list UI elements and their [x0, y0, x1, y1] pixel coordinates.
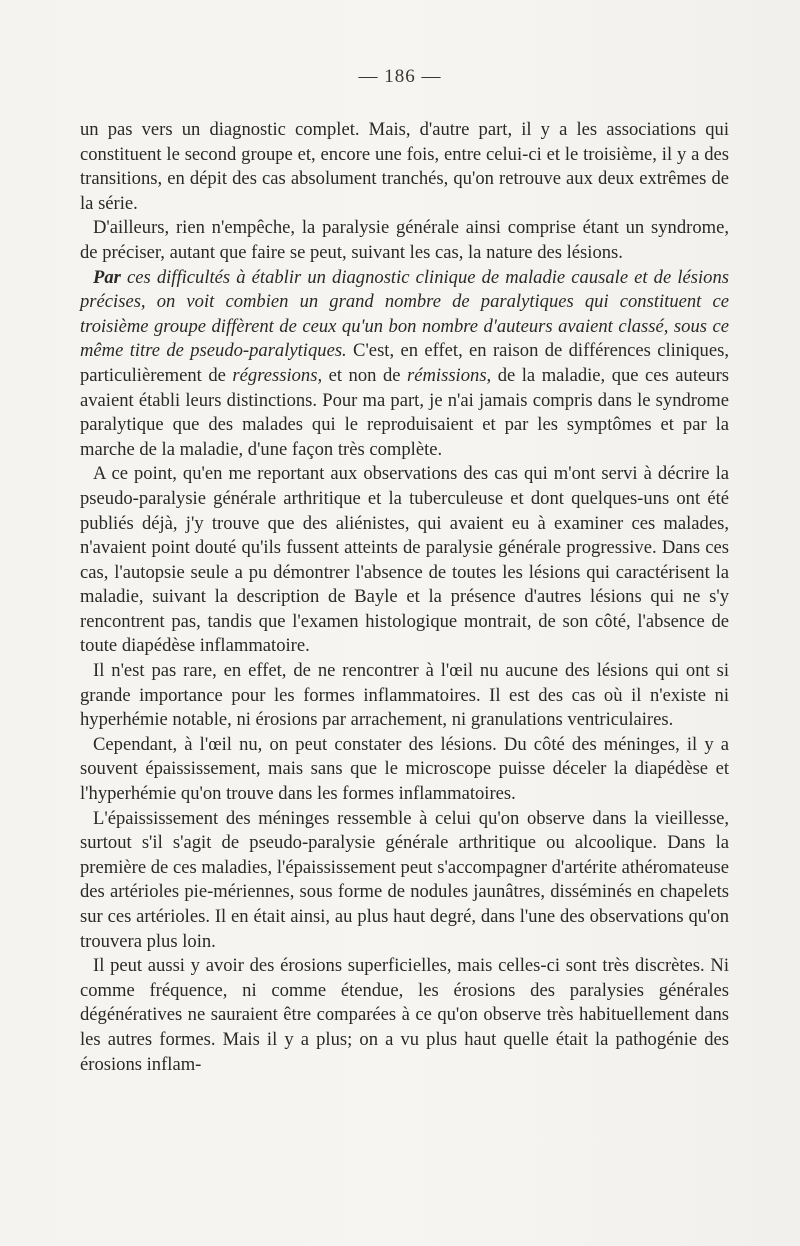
paragraph-text: de la maladie, que ces auteurs avaient établi leurs distinctions. Pour ma part, je n'ai jamais compris dans le syndrome paralytique que des malades qui le reproduisaient et par les symptômes et par la marche de la maladie, d'une façon très complète.	[80, 364, 729, 460]
paragraph-text: Il peut aussi y avoir des érosions superficielles, mais celles-ci sont très discrètes. Ni comme fréquence, ni comme étendue, les érosions des paralysies générales dégénératives ne sauraient être comparées à ce qu'on observe très habituellement dans les autres formes. Mais il y a plus; on a vu plus haut quelle était la pathogénie des érosions inflam-	[80, 955, 729, 1075]
paragraph-text: A ce point, qu'en me reportant aux observations des cas qui m'ont servi à décrire la pseudo-paralysie générale arthritique et la tuberculeuse et dont quelques-uns ont été publiés déjà, j'y trouve que des aliénistes, qui avaient eu à examiner ces malades, n'avaient point douté qu'ils fussent atteints de paralysie générale progressive. Dans ces cas, l'autopsie seule a pu démontrer l'absence de toutes les lésions qui caractérisent la maladie, suivant la description de Bayle et la présence d'autres lésions qui ne s'y rencontrent pas, tandis que l'examen histologique montrait, de son côté, l'absence de toute diapédèse inflammatoire.	[80, 463, 729, 657]
paragraph-6	[80, 733, 729, 807]
paragraph-text: Il n'est pas rare, en effet, de ne rencontrer à l'œil nu aucune des lésions qui ont si grande importance pour les formes inflammatoires. Il est des cas où il n'existe ni hyperhémie notable, ni érosions par arrachement, ni granulations ventriculaires.	[80, 660, 729, 731]
paragraph-4	[80, 462, 729, 659]
paragraph-2	[80, 216, 729, 265]
paragraph-1	[80, 118, 729, 216]
body-text	[80, 118, 729, 1077]
paragraph-text: et non de	[322, 364, 407, 386]
italic-lead-word: Par	[93, 266, 121, 288]
paragraph-text: Cependant, à l'œil nu, on peut constater des lésions. Du côté des méninges, il y a souvent épaississement, mais sans que le microscope puisse déceler la diapédèse et l'hyperhémie qu'on trouve dans les formes inflammatoires.	[80, 733, 729, 805]
paragraph-3	[80, 266, 729, 463]
paragraph-8	[80, 954, 729, 1077]
paragraph-text: un pas vers un diagnostic complet. Mais, d'autre part, il y a les associations qui constituent le second groupe et, encore une fois, entre celui-ci et le troisième, il y a des transitions, en dépit des cas absolument tranchés, qu'on retrouve aux deux extrêmes de la série.	[80, 119, 729, 214]
paragraph-text: D'ailleurs, rien n'empêche, la paralysie générale ainsi comprise étant un syndrome, de préciser, autant que faire se peut, suivant les cas, la nature des lésions.	[80, 217, 729, 263]
italic-term-regressions: régressions,	[232, 364, 323, 386]
italic-term-remissions: rémissions,	[407, 364, 492, 386]
paragraph-5	[80, 659, 729, 733]
paragraph-text: L'épaississement des méninges ressemble à celui qu'on observe dans la vieillesse, surtout s'il s'agit de pseudo-paralysie générale arthritique ou alcoolique. Dans la première de ces maladies, l'épaississement peut s'accompagner d'artérite athéromateuse des artérioles pie-mériennes, sous forme de nodules jaunâtres, disséminés en chapelets sur ces artérioles. Il en était ainsi, au plus haut degré, dans l'une des observations qu'on trouvera plus loin.	[80, 807, 729, 952]
paragraph-text: C'est, en effet, en raison de différences cliniques, particulièrement de	[80, 340, 729, 386]
paragraph-7	[80, 807, 729, 955]
italic-passage: ces difficultés à établir un diagnostic clinique de maladie causale et de lésions précises, on voit combien un grand nombre de paralytiques qui constituent ce troisième groupe diffèrent de ceux qu'un bon nombre d'auteurs avaient classé, sous ce même titre de pseudo-paralytiques.	[80, 266, 729, 362]
page-number: — 186 —	[358, 66, 442, 87]
